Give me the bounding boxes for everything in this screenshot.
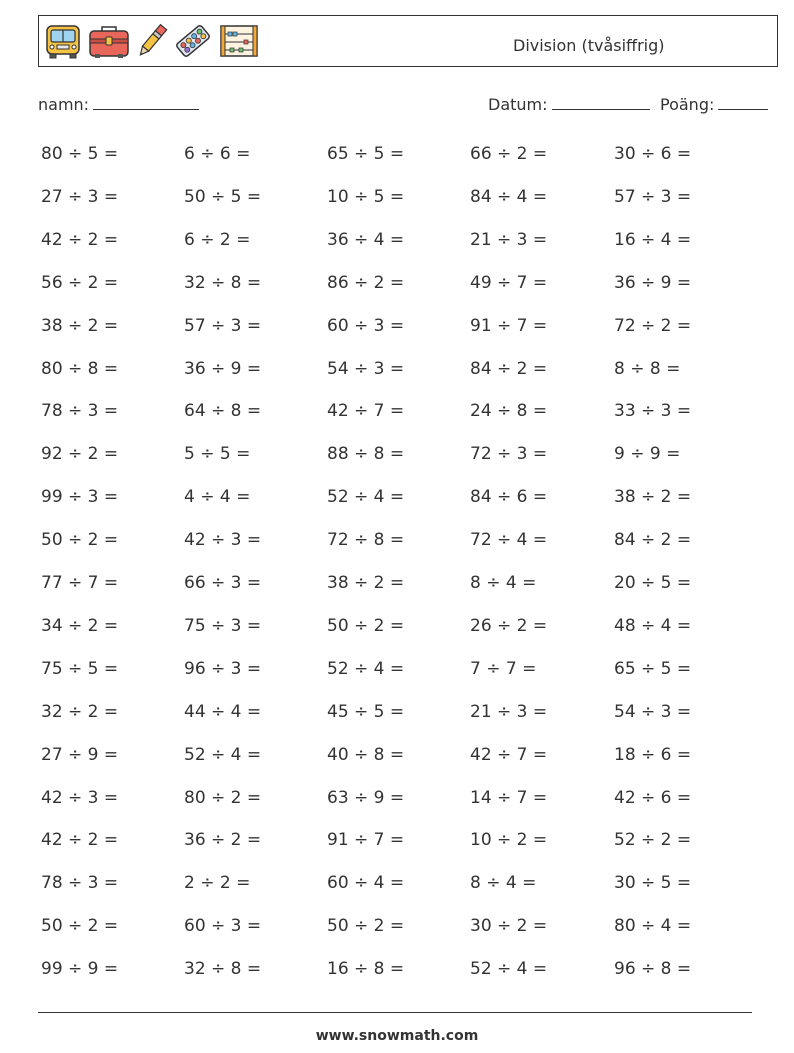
division-problem: 78 ÷ 3 = [41, 873, 119, 894]
division-problem: 21 ÷ 3 = [470, 229, 548, 250]
date-field [488, 95, 650, 114]
division-problem: 42 ÷ 6 = [614, 787, 692, 808]
division-problem: 49 ÷ 7 = [470, 272, 548, 293]
division-problem: 45 ÷ 5 = [327, 701, 405, 722]
division-problem: 42 ÷ 2 = [41, 229, 119, 250]
division-problem: 30 ÷ 2 = [470, 916, 548, 937]
division-problem: 6 ÷ 2 = [184, 229, 251, 250]
division-problem: 26 ÷ 2 = [470, 615, 548, 636]
date-blank [552, 95, 650, 110]
worksheet-title: Division (tvåsiffrig) [513, 36, 665, 55]
division-problem: 50 ÷ 2 = [327, 615, 405, 636]
division-problem: 48 ÷ 4 = [614, 615, 692, 636]
division-problem: 16 ÷ 4 = [614, 229, 692, 250]
division-problem: 80 ÷ 8 = [41, 358, 119, 379]
division-problem: 18 ÷ 6 = [614, 744, 692, 765]
division-problem: 66 ÷ 3 = [184, 573, 262, 593]
division-problem: 38 ÷ 2 = [327, 573, 405, 593]
name-field [38, 95, 199, 114]
division-problem: 42 ÷ 7 = [327, 401, 405, 422]
pencil-icon [135, 21, 169, 61]
division-problem: 8 ÷ 4 = [470, 873, 537, 894]
division-problem: 34 ÷ 2 = [41, 615, 119, 636]
division-problem: 8 ÷ 4 = [470, 573, 537, 593]
division-problem: 33 ÷ 3 = [614, 401, 692, 422]
division-problem: 63 ÷ 9 = [327, 787, 405, 808]
division-problem: 32 ÷ 2 = [41, 701, 119, 722]
division-problem: 42 ÷ 3 = [41, 787, 119, 808]
division-problem: 54 ÷ 3 = [614, 701, 692, 722]
division-problem: 99 ÷ 9 = [41, 959, 119, 980]
header-icons [43, 19, 261, 63]
division-problem: 6 ÷ 6 = [184, 144, 251, 164]
division-problem: 92 ÷ 2 = [41, 444, 119, 465]
division-problem: 72 ÷ 4 = [470, 530, 548, 551]
division-problem: 57 ÷ 3 = [614, 186, 692, 207]
division-problem: 88 ÷ 8 = [327, 444, 405, 465]
division-problem: 84 ÷ 2 = [470, 358, 548, 379]
abacus-icon [217, 21, 261, 61]
date-label: Datum: [488, 95, 548, 114]
division-problem: 56 ÷ 2 = [41, 272, 119, 293]
division-problem: 57 ÷ 3 = [184, 315, 262, 336]
score-field [660, 95, 768, 114]
division-problem: 96 ÷ 3 = [184, 658, 262, 679]
division-problem: 42 ÷ 2 = [41, 830, 119, 851]
division-problem: 30 ÷ 6 = [614, 144, 692, 164]
score-blank [718, 95, 768, 110]
division-problem: 75 ÷ 5 = [41, 658, 119, 679]
division-problem: 27 ÷ 3 = [41, 186, 119, 207]
division-problem: 80 ÷ 4 = [614, 916, 692, 937]
school-bus-icon [43, 21, 83, 61]
division-problem: 75 ÷ 3 = [184, 615, 262, 636]
division-problem: 91 ÷ 7 = [470, 315, 548, 336]
division-problem: 60 ÷ 4 = [327, 873, 405, 894]
division-problem: 44 ÷ 4 = [184, 701, 262, 722]
division-problem: 21 ÷ 3 = [470, 701, 548, 722]
division-problem: 50 ÷ 2 = [41, 916, 119, 937]
division-problem: 42 ÷ 7 = [470, 744, 548, 765]
division-problem: 9 ÷ 9 = [614, 444, 681, 465]
division-problem: 8 ÷ 8 = [614, 358, 681, 379]
division-problem: 78 ÷ 3 = [41, 401, 119, 422]
division-problem: 84 ÷ 2 = [614, 530, 692, 551]
division-problem: 50 ÷ 5 = [184, 186, 262, 207]
division-problem: 36 ÷ 4 = [327, 229, 405, 250]
division-problem: 10 ÷ 2 = [470, 830, 548, 851]
division-problem: 50 ÷ 2 = [41, 530, 119, 551]
header-box [38, 15, 778, 67]
score-label: Poäng: [660, 95, 715, 114]
division-problem: 14 ÷ 7 = [470, 787, 548, 808]
division-problem: 52 ÷ 2 = [614, 830, 692, 851]
division-problem: 54 ÷ 3 = [327, 358, 405, 379]
division-problem: 64 ÷ 8 = [184, 401, 262, 422]
name-blank [93, 95, 199, 110]
division-problem: 80 ÷ 5 = [41, 144, 119, 164]
division-problem: 24 ÷ 8 = [470, 401, 548, 422]
division-problem: 2 ÷ 2 = [184, 873, 251, 894]
division-problem: 86 ÷ 2 = [327, 272, 405, 293]
division-problem: 99 ÷ 3 = [41, 487, 119, 508]
division-problem: 40 ÷ 8 = [327, 744, 405, 765]
division-problem: 27 ÷ 9 = [41, 744, 119, 765]
division-problem: 4 ÷ 4 = [184, 487, 251, 508]
division-problem: 38 ÷ 2 = [41, 315, 119, 336]
division-problem: 52 ÷ 4 = [327, 487, 405, 508]
division-problem: 65 ÷ 5 = [614, 658, 692, 679]
division-problem: 60 ÷ 3 = [184, 916, 262, 937]
division-problem: 52 ÷ 4 = [327, 658, 405, 679]
paint-palette-icon [173, 21, 213, 61]
division-problem: 30 ÷ 5 = [614, 873, 692, 894]
division-problem: 16 ÷ 8 = [327, 959, 405, 980]
division-problem: 36 ÷ 2 = [184, 830, 262, 851]
division-problem: 72 ÷ 8 = [327, 530, 405, 551]
footer-divider [38, 1012, 752, 1013]
division-problem: 10 ÷ 5 = [327, 186, 405, 207]
division-problem: 80 ÷ 2 = [184, 787, 262, 808]
footer-url: www.snowmath.com [315, 1028, 479, 1044]
division-problem: 52 ÷ 4 = [470, 959, 548, 980]
briefcase-icon [87, 21, 131, 61]
division-problem: 36 ÷ 9 = [614, 272, 692, 293]
division-problem: 84 ÷ 6 = [470, 487, 548, 508]
division-problem: 38 ÷ 2 = [614, 487, 692, 508]
division-problem: 52 ÷ 4 = [184, 744, 262, 765]
division-problem: 96 ÷ 8 = [614, 959, 692, 980]
division-problem: 72 ÷ 2 = [614, 315, 692, 336]
division-problem: 32 ÷ 8 = [184, 272, 262, 293]
division-problem: 91 ÷ 7 = [327, 830, 405, 851]
division-problem: 42 ÷ 3 = [184, 530, 262, 551]
name-label: namn: [38, 95, 90, 114]
division-problem: 5 ÷ 5 = [184, 444, 251, 465]
division-problem: 60 ÷ 3 = [327, 315, 405, 336]
division-problem: 20 ÷ 5 = [614, 573, 692, 593]
division-problem: 72 ÷ 3 = [470, 444, 548, 465]
division-problem: 32 ÷ 8 = [184, 959, 262, 980]
division-problem: 36 ÷ 9 = [184, 358, 262, 379]
division-problem: 7 ÷ 7 = [470, 658, 537, 679]
division-problem: 65 ÷ 5 = [327, 144, 405, 164]
division-problem: 66 ÷ 2 = [470, 144, 548, 164]
division-problem: 77 ÷ 7 = [41, 573, 119, 593]
division-problem: 84 ÷ 4 = [470, 186, 548, 207]
division-problem: 50 ÷ 2 = [327, 916, 405, 937]
